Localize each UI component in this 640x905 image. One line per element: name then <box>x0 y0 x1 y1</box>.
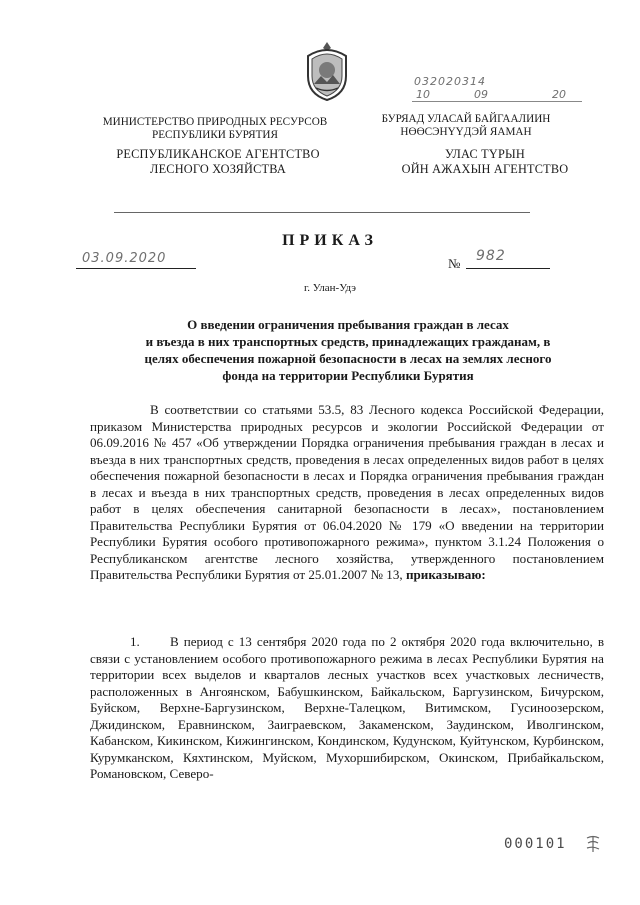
date-underline <box>76 268 196 269</box>
order-number: 982 <box>476 248 506 264</box>
header-separator <box>114 212 530 213</box>
order-date: 03.09.2020 <box>82 251 167 266</box>
stamp-mark-icon <box>584 834 602 854</box>
order-subject: О введении ограничения пребывания граждан в лесах и въезда в них транспортных средств, принадлежащих гражданам, в целях обеспечения пожарной безопасности в лесах на землях лесного фонда на территории Республики Бурятия <box>144 317 552 383</box>
registration-stamp-number: 032020314 <box>414 75 486 88</box>
ministry-name-bua: БУРЯАД УЛАСАЙ БАЙГААЛИИН НӨӨСЭНҮҮДЭЙ ЯАМАН <box>381 113 551 138</box>
page-number: 000101 <box>504 836 567 852</box>
item-1-number: 1. <box>130 634 140 649</box>
preamble-text: В соответствии со статьями 53.5, 83 Лесного кодекса Российской Федерации, приказом Министерства природных ресурсов и экологии Российской Федерации от 06.09.2016 № 457 «Об утверждении Порядка ограничения пребывания граждан в лесах и въезда в них транспортных средств, проведения в лесах определенных видов работ в целях обеспечения пожарной безопасности в лесах и Порядка ограничения пребывания граждан в лесах и въезда в них транспортных средств, проведения в лесах определенных видов работ в целях обеспечения санитарной безопасности в лесах», постановлением Правительства Республики Бурятия от 06.04.2020 № 179 «О введении на территории Республики Бурятия особого противопожарного режима», пунктом 3.1.24 Положения о Республиканском агентстве лесного хозяйства, утвержденного постановлением Правительства Республики Бурятия от 25.01.2007 № 13, <box>90 402 604 582</box>
agency-name-bua: УЛАС ТҮРЫН ОЙН АЖАХЫН АГЕНТСТВО <box>401 147 569 176</box>
preamble-paragraph <box>90 402 604 584</box>
stamp-day: 10 <box>416 88 430 101</box>
agency-name-ru: РЕСПУБЛИКАНСКОЕ АГЕНТСТВО ЛЕСНОГО ХОЗЯЙСТВА <box>116 147 320 176</box>
document-title: ПРИКАЗ <box>282 232 378 249</box>
item-1-text: В период с 13 сентября 2020 года по 2 октября 2020 года включительно, в связи с установлением особого противопожарного режима в лесах Республики Бурятия на территории всех выделов и кварталов лесных участков всех участковых лесничеств, расположенных в Ангоянском, Бабушкинском, Байкальском, Баргузинском, Бичурском, Буйском, Верхне-Баргузинском, Верхне-Талецком, Витимском, Гусиноозерском, Джидинском, Еравнинском, Заиграевском, Закаменском, Заудинском, Иволгинском, Кабанском, Кикинском, Кижингинском, Кондинском, Кудунском, Куйтунском, Курбинском, Курумканском, Кяхтинском, Муйском, Мухоршибирском, Окинском, Прибайкальском, Романовском, Северо- <box>90 634 604 781</box>
preamble-decision: приказываю: <box>405 567 486 582</box>
coat-of-arms-icon <box>302 40 352 102</box>
city: г. Улан-Удэ <box>303 282 357 294</box>
ministry-name-ru: МИНИСТЕРСТВО ПРИРОДНЫХ РЕСУРСОВ РЕСПУБЛИКИ БУРЯТИЯ <box>102 116 328 141</box>
number-sign: № <box>448 256 461 271</box>
number-underline <box>466 268 550 269</box>
stamp-month: 09 <box>474 88 488 101</box>
stamp-year: 20 <box>552 88 566 101</box>
registration-stamp-date <box>412 88 582 102</box>
item-1-paragraph <box>90 634 604 783</box>
